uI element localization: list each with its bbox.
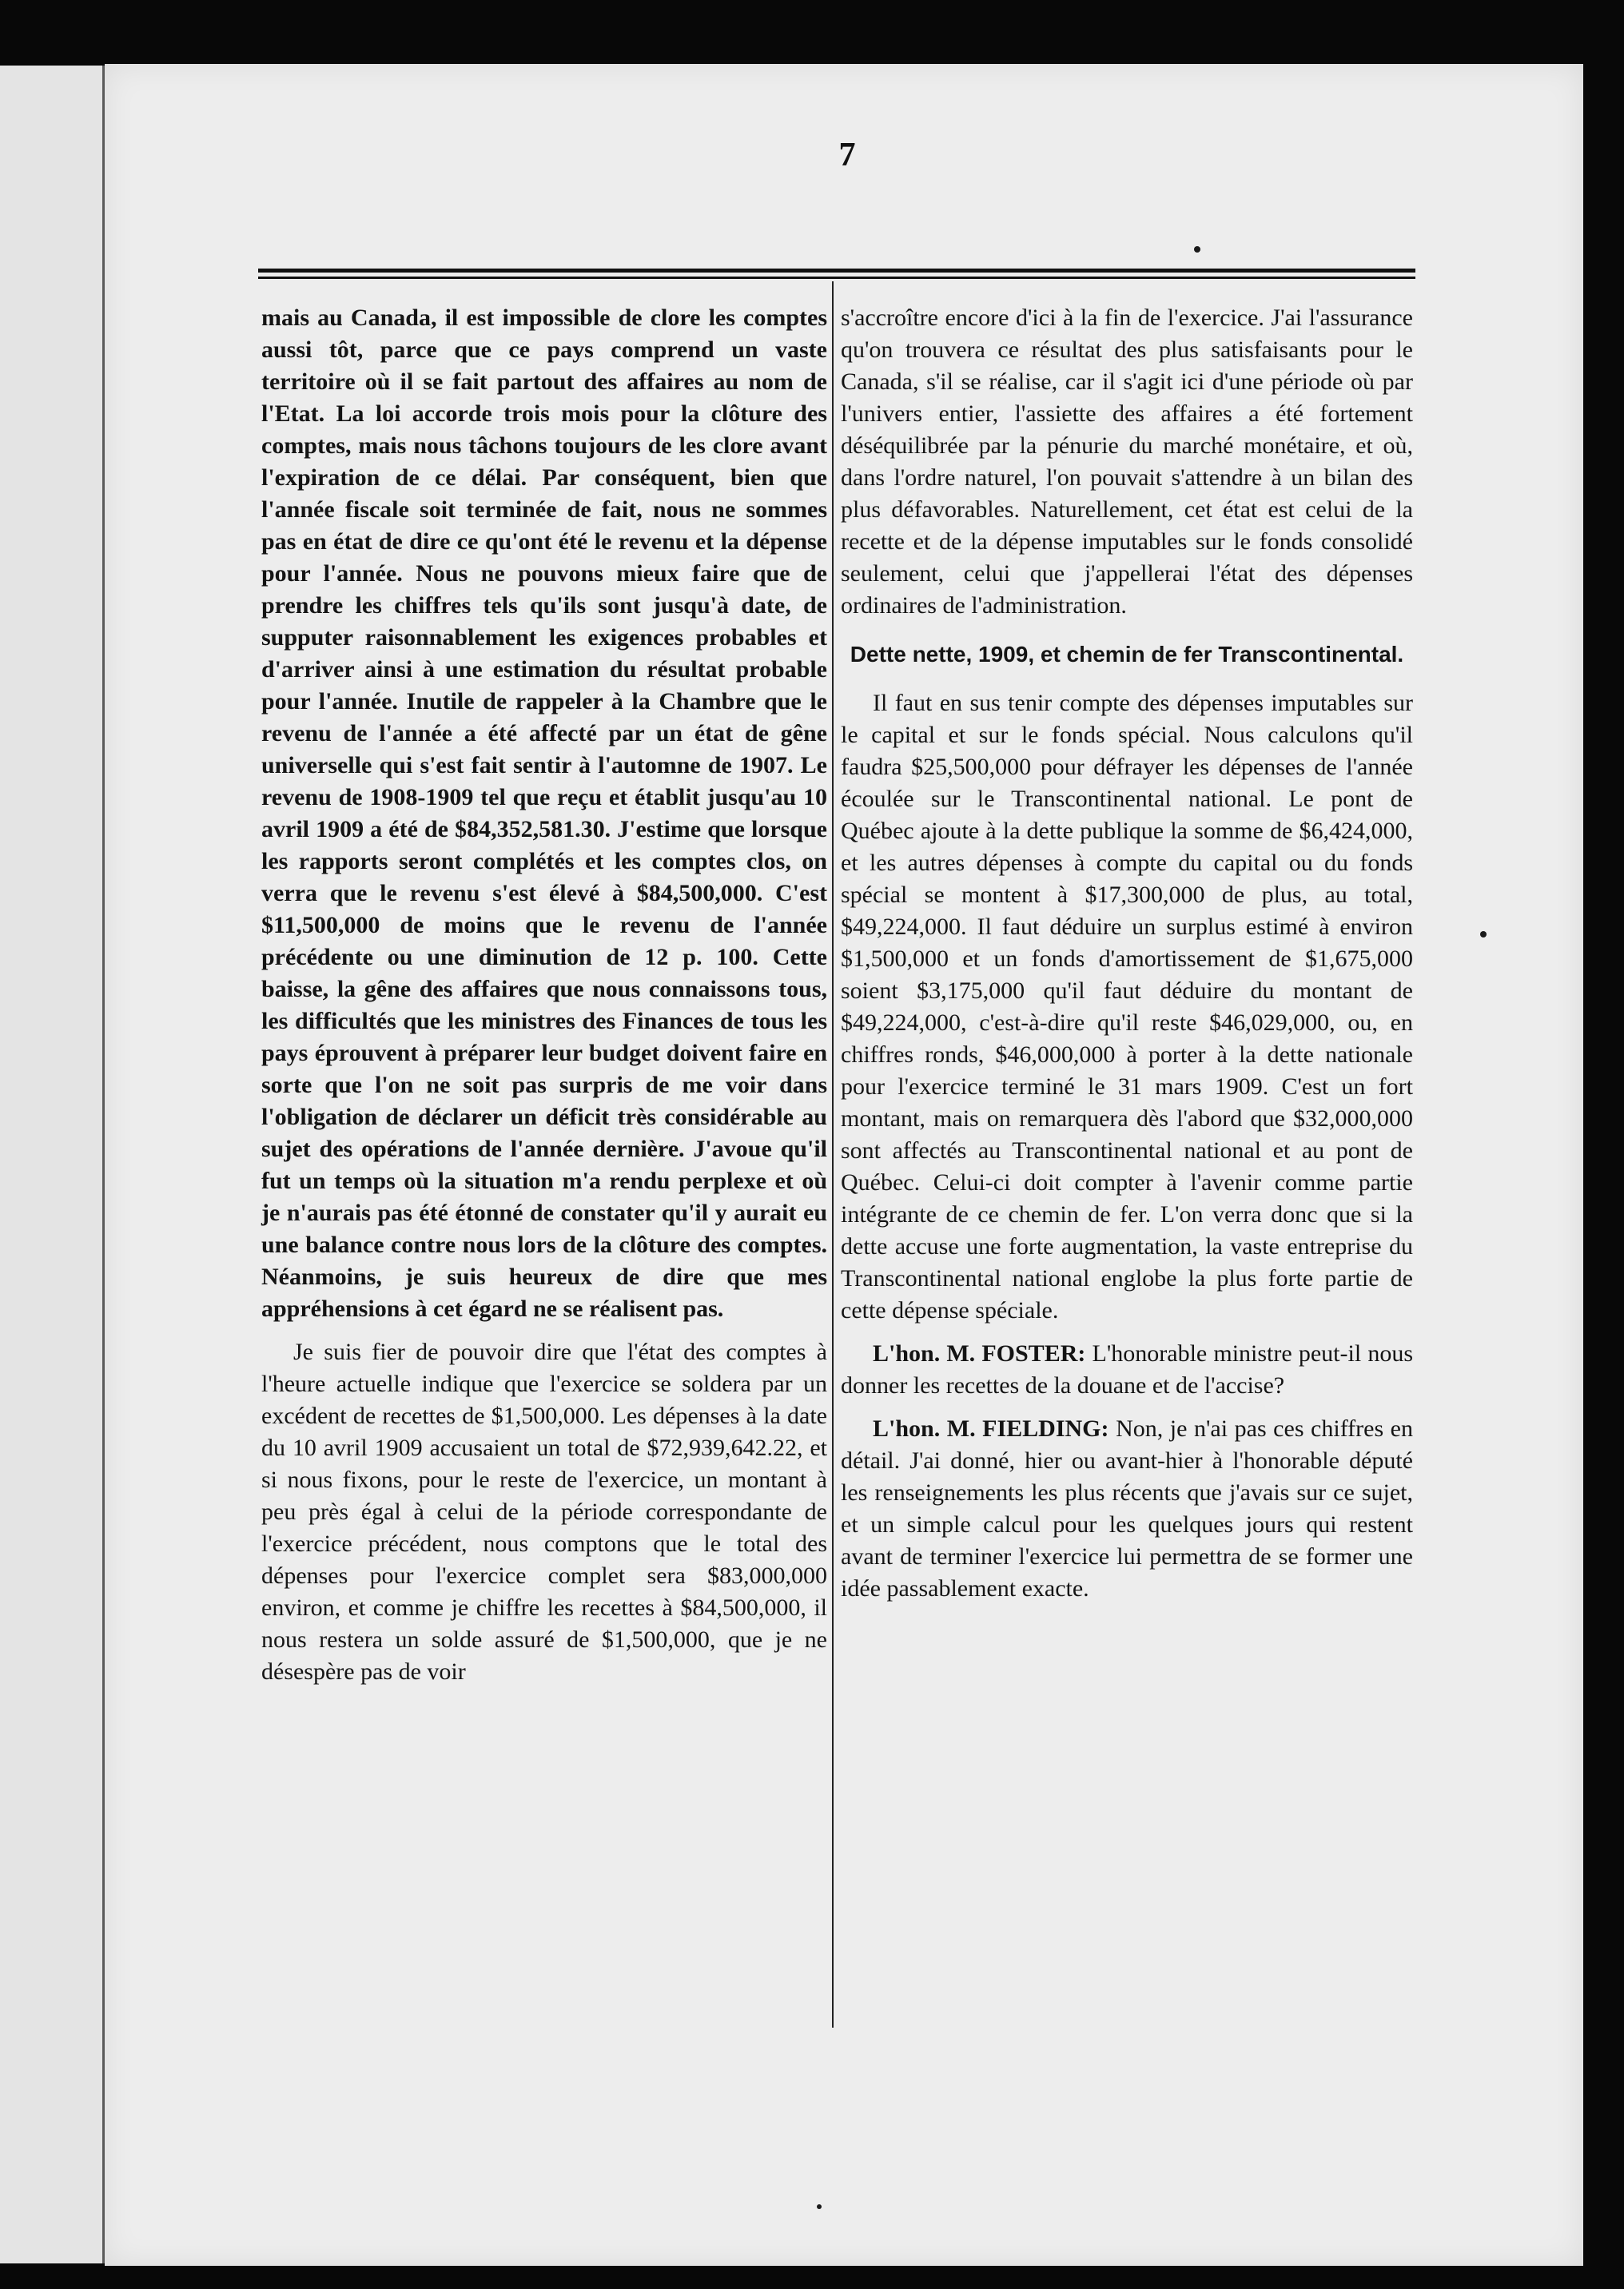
right-column [841, 302, 1413, 1616]
paragraph: mais au Canada, il est impossible de clore les comptes aussi tôt, parce que ce pays comprend un vaste territoire où il se fait partout des affaires au nom de l'Etat. La loi accorde trois mois pour la clôture des comptes, mais nous tâchons toujours de les clore avant l'expiration de ce délai. Par conséquent, bien que l'année fiscale soit terminée de fait, nous ne sommes pas en état de dire ce qu'ont été le revenu et la dépense pour l'année. Nous ne pouvons mieux faire que de prendre les chiffres tels qu'ils sont jusqu'à date, de supputer raisonnablement les exigences probables et d'arriver ainsi à une estimation du résultat probable pour l'année. Inutile de rappeler à la Chambre que le revenu de l'année a été affecté par un état de gêne universelle qui s'est fait sentir à l'automne de 1907. Le revenu de 1908-1909 tel que reçu et établit jusqu'au 10 avril 1909 a été de $84,352,581.30. J'estime que lorsque les rapports seront complétés et les comptes clos, on verra que le revenu s'est élevé à $84,500,000. C'est $11,500,000 de moins que le revenu de l'année précédente ou une diminution de 12 p. 100. Cette baisse, la gêne des affaires que nous connaissons tous, les difficultés que les ministres des Finances de tous les pays éprouvent à préparer leur budget doivent faire en sorte que l'on ne soit pas surpris de me voir dans l'obligation de déclarer un déficit très considérable au sujet des opérations de l'année dernière. J'avoue qu'il fut un temps où la situation m'a rendu perplexe et où je n'aurais pas été étonné de constater qu'il y aurait eu une balance contre nous lors de la clôture des comptes. Néanmoins, je suis heureux de dire que mes appréhensions à cet égard ne se réalisent pas. [261, 305, 827, 1322]
speech-text: L'honorable ministre peut-il nous donner les recettes de la douane et de l'accise? [841, 1340, 1413, 1399]
left-column [261, 302, 827, 1699]
header-rule-thin [258, 277, 1415, 279]
section-heading: Dette nette, 1909, et chemin de fer Transcontinental. [850, 642, 1404, 667]
scan-speck [1194, 246, 1200, 253]
speech-paragraph-foster [841, 1338, 1413, 1402]
speaker-name: L'hon. M. FOSTER: [873, 1340, 1086, 1367]
speaker-name: L'hon. M. FIELDING: [873, 1415, 1109, 1442]
column-divider [832, 281, 834, 2028]
speech-text: Non, je n'ai pas ces chiffres en détail. J'ai donné, hier ou avant-hier à l'honorable député les renseignements les plus récents que j'avais sur ce sujet, et un simple calcul pour les quelques jours qui restent avant de terminer l'exercice lui permettra de se former une idée passablement exacte. [841, 1415, 1413, 1602]
scan-speck [817, 2204, 822, 2209]
paragraph: s'accroître encore d'ici à la fin de l'exercice. J'ai l'assurance qu'on trouvera ce résultat des plus satisfaisants pour le Canada, s'il se réalise, car il s'agit ici d'une période où par l'univers entier, l'assiette des affaires a été fortement déséquilibrée par la pénurie du marché monétaire, et où, dans l'ordre naturel, l'on pouvait s'attendre à un bilan des plus défavorables. Naturellement, cet état est celui de la recette et de la dépense imputables sur le fonds consolidé seulement, celui que j'appellerai l'état des dépenses ordinaires de l'administration. [841, 305, 1413, 619]
paragraph: Il faut en sus tenir compte des dépenses imputables sur le capital et sur le fonds spécial. Nous calculons qu'il faudra $25,500,000 pour défrayer les dépenses de l'année écoulée sur le Transcontinental national. Le pont de Québec ajoute à la dette publique la somme de $6,424,000, et les autres dépenses à compte du capital ou du fonds spécial se montent à $17,300,000 de plus, au total, $49,224,000. Il faut déduire un surplus estimé à environ $1,500,000 et un fonds d'amortissement de $1,675,000 soient $3,175,000 qu'il faut déduire du montant de $49,224,000, c'est-à-dire qu'il reste $46,029,000, ou, en chiffres ronds, $46,000,000 à porter à la dette nationale pour l'exercice terminé le 31 mars 1909. C'est un fort montant, mais on remarquera dès l'abord que $32,000,000 sont affectés au Transcontinental national et au pont de Québec. Celui-ci doit compter à l'avenir comme partie intégrante de ce chemin de fer. L'on verra donc que si la dette accuse une forte augmentation, la vaste entreprise du Transcontinental national englobe la plus forte partie de cette dépense spéciale. [841, 690, 1413, 1324]
speech-paragraph-fielding [841, 1413, 1413, 1605]
adjacent-page-edge [0, 66, 105, 2263]
paragraph: Je suis fier de pouvoir dire que l'état des comptes à l'heure actuelle indique que l'exercice se soldera par un excédent de recettes de $1,500,000. Les dépenses à la date du 10 avril 1909 accusaient un total de $72,939,642.22, et si nous fixons, pour le reste de l'exercice, un montant à peu près égal à celui de la période correspondante de l'exercice précédent, nous comptons que le total des dépenses pour l'exercice complet sera $83,000,000 environ, et comme je chiffre les recettes à $84,500,000, il nous restera un solde assuré de $1,500,000, que je ne désespère pas de voir [261, 1339, 827, 1685]
header-rule-thick [258, 269, 1415, 273]
scan-speck [1480, 931, 1487, 937]
page-number: 7 [838, 137, 856, 173]
